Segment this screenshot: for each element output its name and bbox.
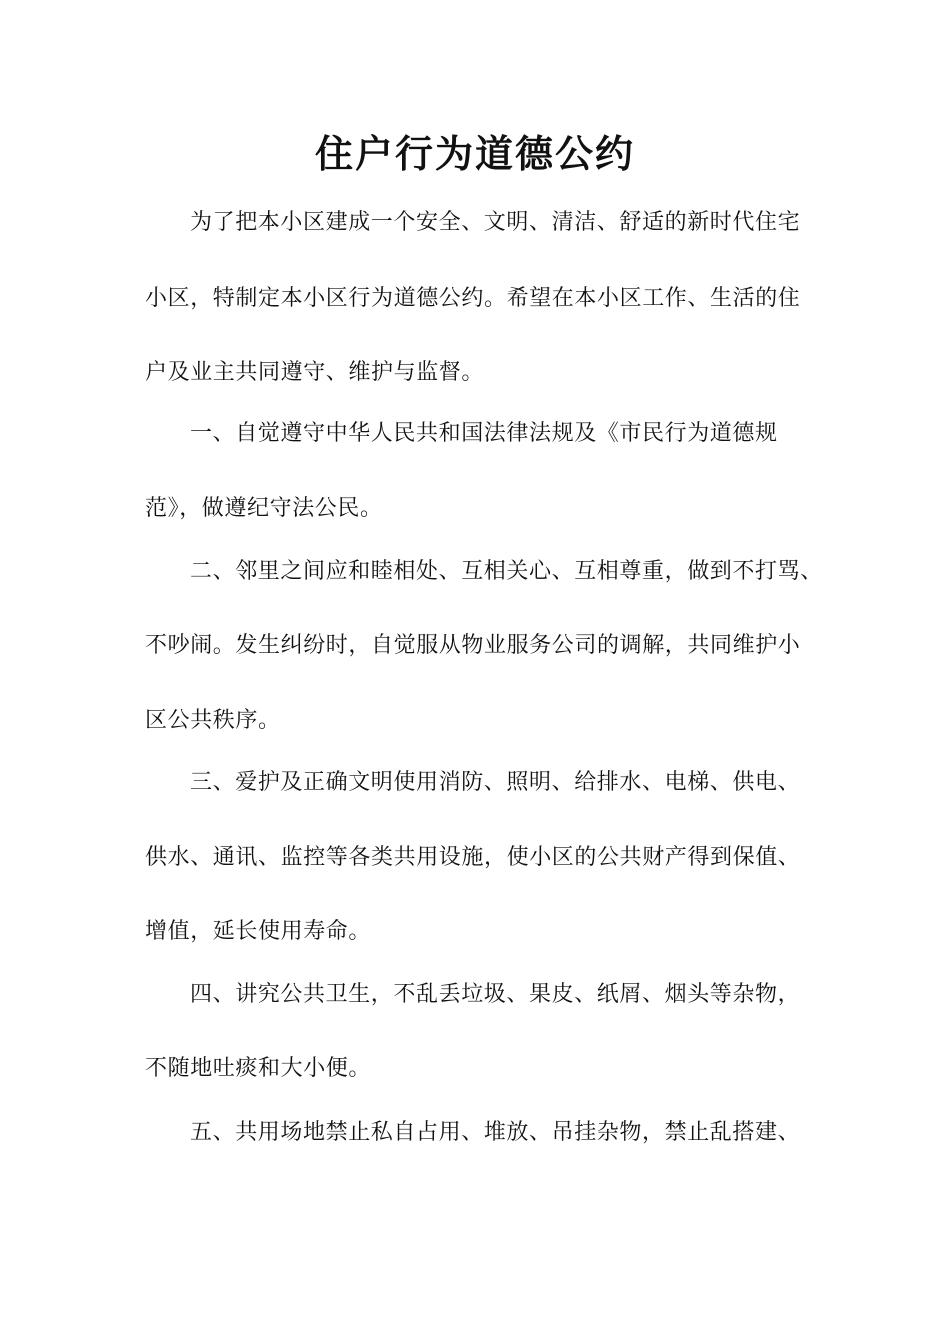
paragraph-line: 供水、通讯、监控等各类共用设施，使小区的公共财产得到保值、 (145, 845, 801, 870)
paragraph-line: 增值，延长使用寿命。 (145, 919, 372, 944)
paragraph-line: 为了把本小区建成一个安全、文明、清洁、舒适的新时代住宅 (190, 210, 801, 235)
paragraph-line: 小区，特制定本小区行为道德公约。希望在本小区工作、生活的住 (145, 286, 801, 311)
document-title: 住户行为道德公约 (314, 131, 635, 176)
paragraph-line: 区公共秩序。 (145, 708, 281, 733)
paragraph-line: 范》，做遵纪守法公民。 (145, 496, 383, 521)
paragraph-line: 三、爱护及正确文明使用消防、照明、给排水、电梯、供电、 (190, 770, 801, 795)
paragraph-line: 四、讲究公共卫生，不乱丢垃圾、果皮、纸屑、烟头等杂物， (190, 982, 801, 1007)
paragraph-line: 不随地吐痰和大小便。 (145, 1056, 372, 1081)
paragraph-line: 不吵闹。发生纠纷时，自觉服从物业服务公司的调解，共同维护小 (145, 633, 801, 658)
paragraph-line: 五、共用场地禁止私自占用、堆放、吊挂杂物，禁止乱搭建、 (190, 1120, 801, 1145)
paragraph-line: 一、自觉遵守中华人民共和国法律法规及《市民行为道德规 (190, 421, 778, 446)
paragraph-line: 二、邻里之间应和睦相处、互相关心、互相尊重，做到不打骂、 (190, 559, 823, 584)
paragraph-line: 户及业主共同遵守、维护与监督。 (145, 360, 485, 385)
